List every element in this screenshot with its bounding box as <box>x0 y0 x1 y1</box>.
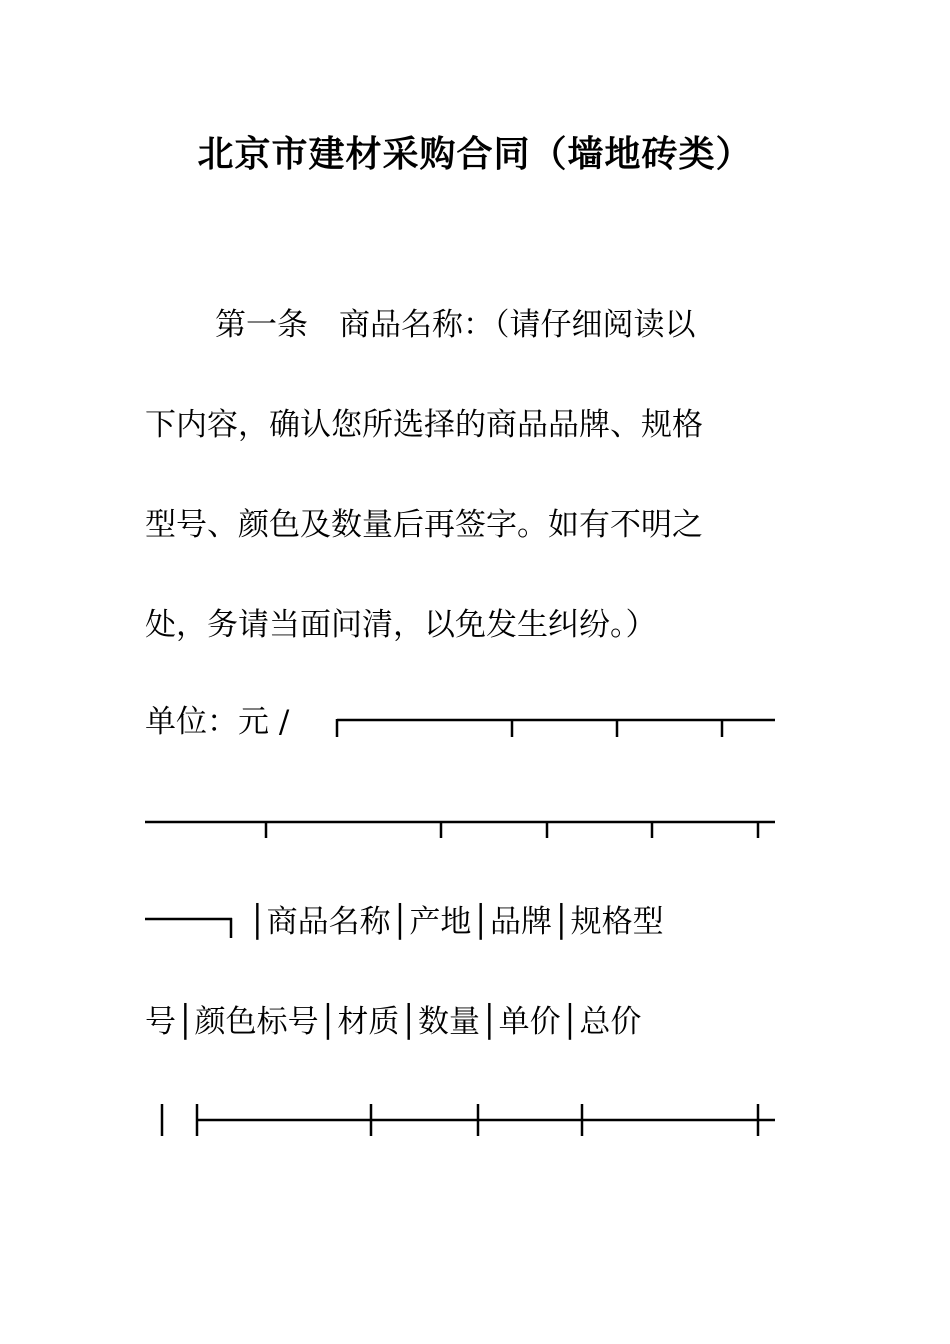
article1-line4: 处，务请当面问清，以免发生纠纷。） <box>145 607 657 643</box>
table-top-border <box>337 719 775 737</box>
table-header-row1: │商品名称│产地│品牌│规格型 <box>248 904 664 940</box>
table-row-separator <box>162 1104 775 1136</box>
table-header-row2: 号│颜色标号│材质│数量│单价│总价 <box>145 1004 642 1040</box>
article1-line3: 型号、颜色及数量后再签字。如有不明之 <box>145 507 703 543</box>
table-second-border <box>145 822 775 838</box>
article1-line1: 第一条 商品名称：（请仔细阅读以 <box>215 307 696 343</box>
unit-label: 单位：元 / <box>145 704 290 740</box>
document-title: 北京市建材采购合同（墙地砖类） <box>197 133 753 175</box>
article1-line2: 下内容，确认您所选择的商品品牌、规格 <box>145 407 703 443</box>
table-third-border <box>145 918 232 938</box>
